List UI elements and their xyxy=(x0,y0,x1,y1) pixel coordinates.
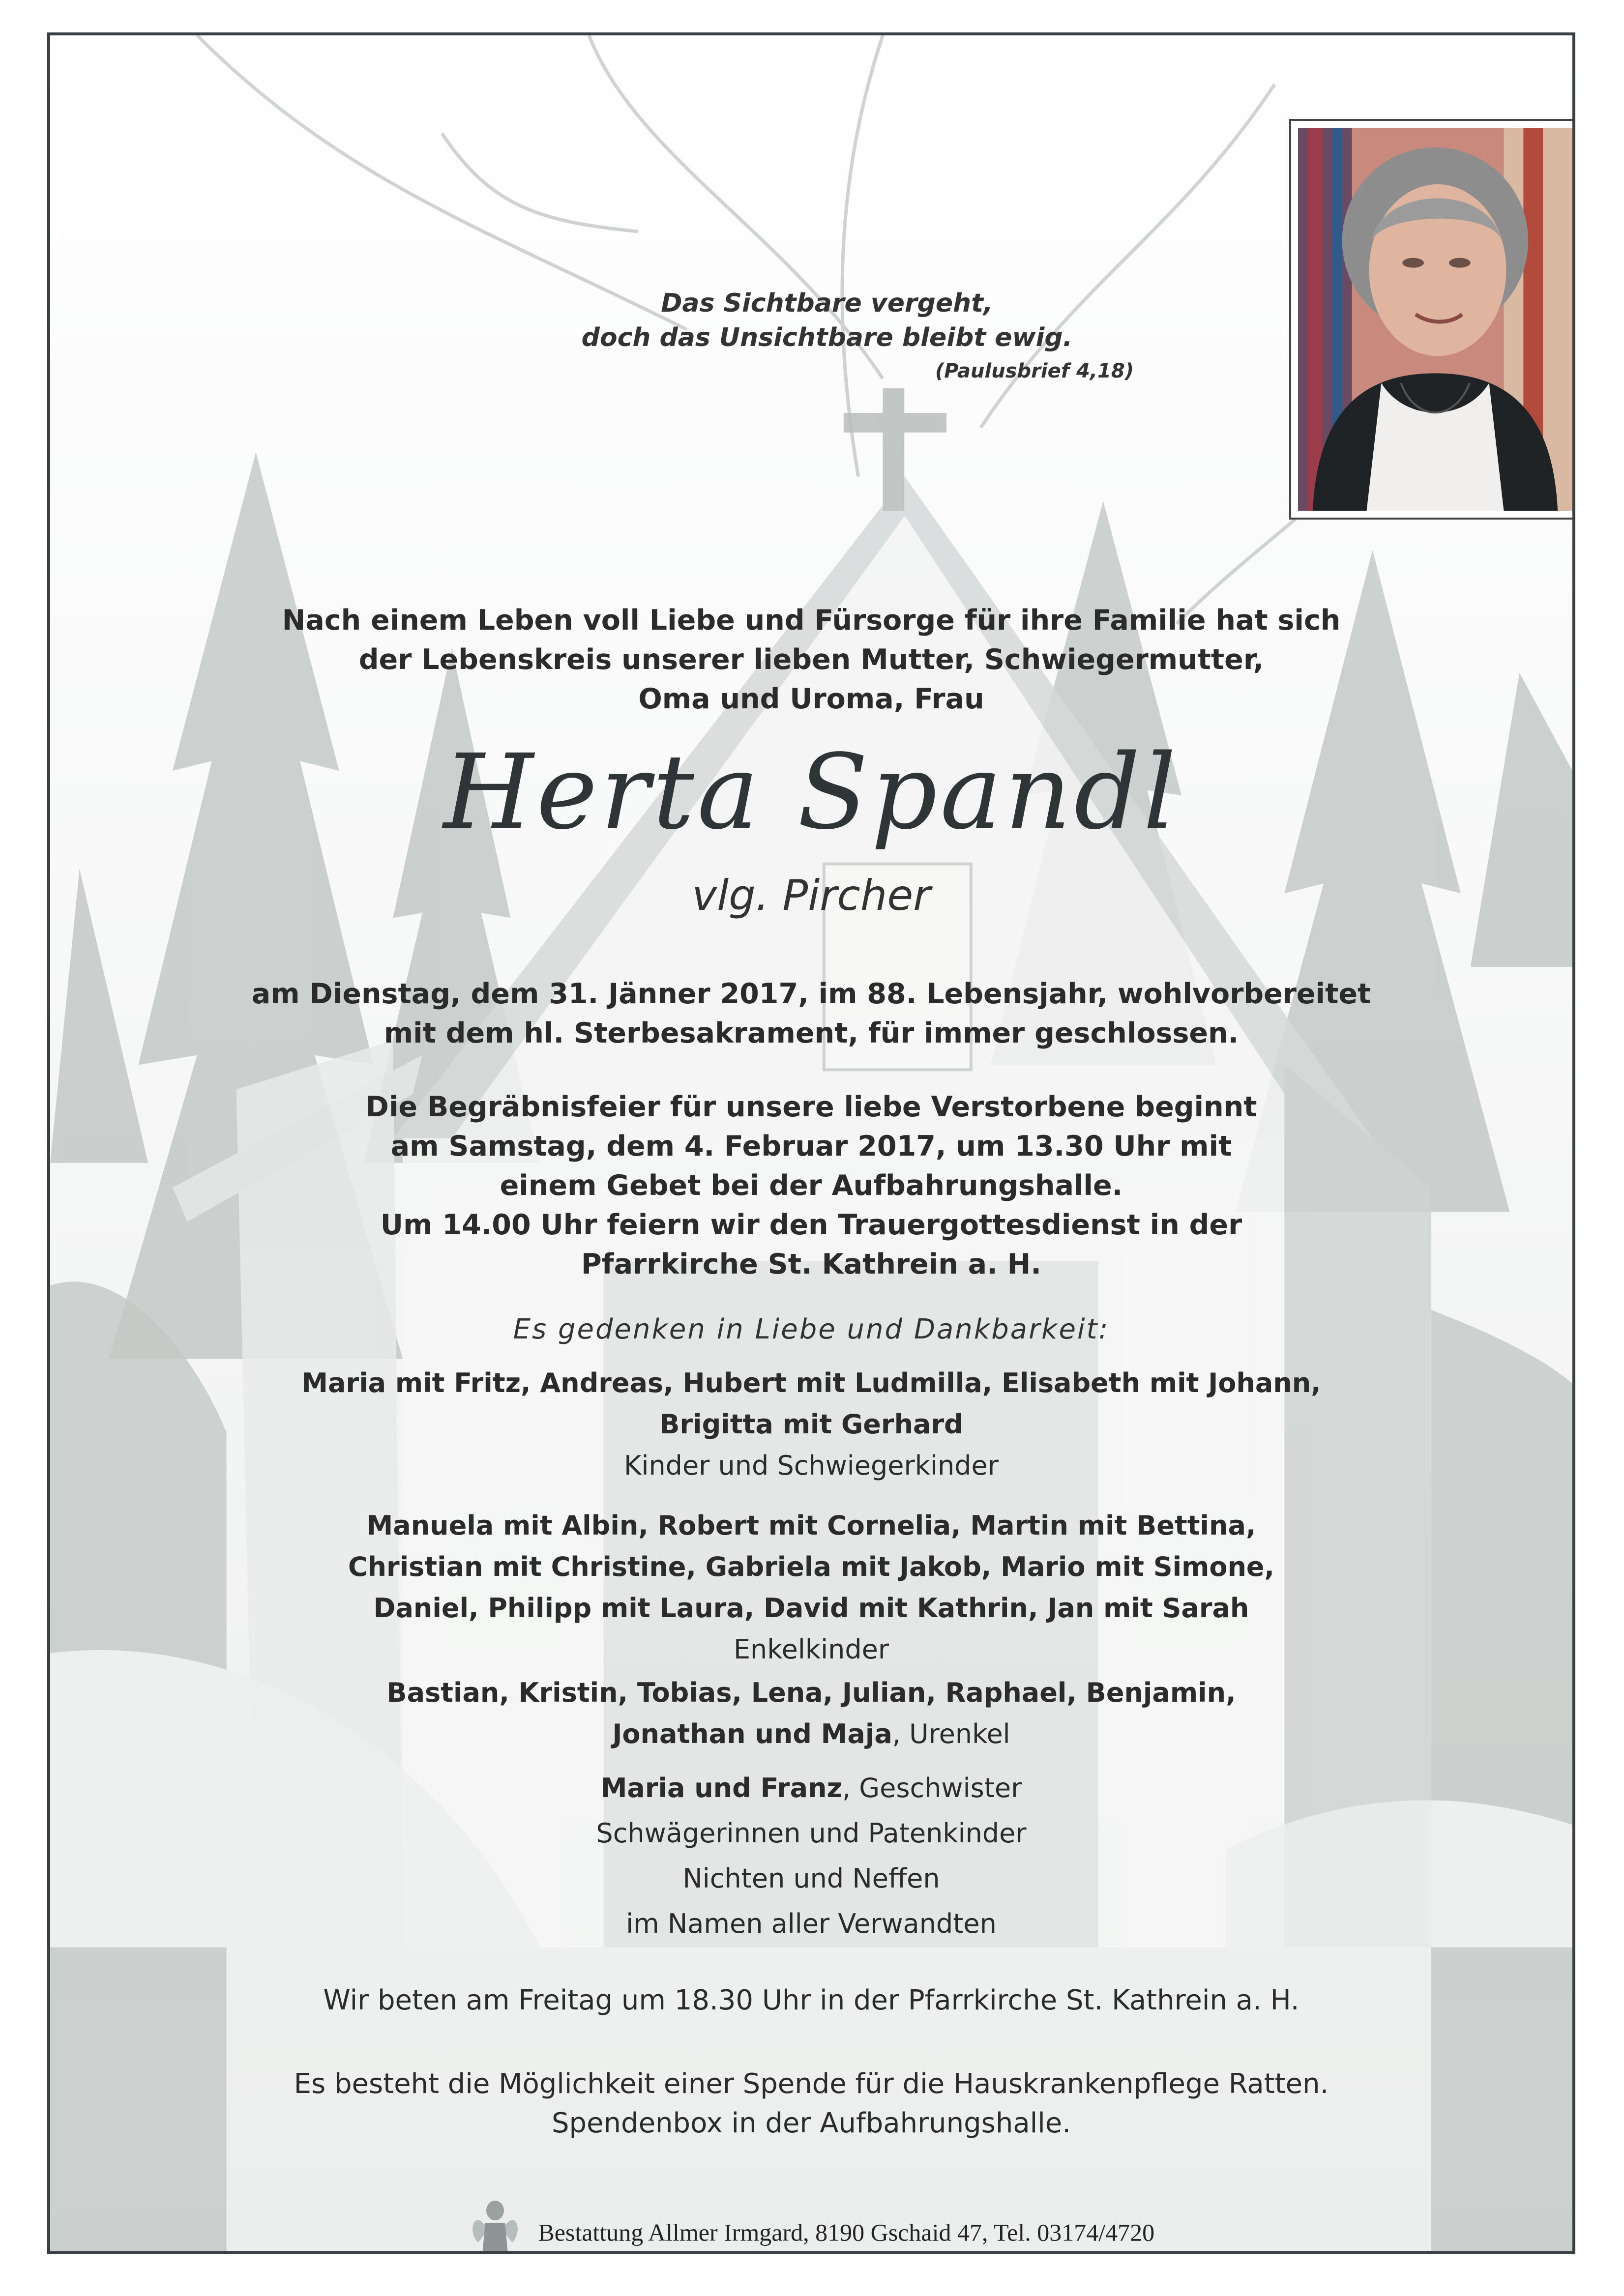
intro-line-3: Oma und Uroma, Frau xyxy=(638,683,984,715)
death-line-2: mit dem hl. Sterbesakrament, für immer geschlossen. xyxy=(384,1017,1239,1049)
donation-line-1: Es besteht die Möglichkeit einer Spende für die Hauskrankenpflege Ratten. xyxy=(294,2068,1329,2100)
grandchildren-line-1: Manuela mit Albin, Robert mit Cornelia, Martin mit Bettina, xyxy=(366,1510,1256,1541)
donation-notice xyxy=(50,2064,1572,2143)
prayer-notice: Wir beten am Freitag um 18.30 Uhr in der Pfarrkirche St. Kathrein a. H. xyxy=(323,1984,1299,2016)
great-grandchildren-names: Jonathan und Maja xyxy=(612,1718,892,1749)
bible-quote xyxy=(581,286,1073,355)
mourners-heading: Es gedenken in Liebe und Dankbarkeit: xyxy=(513,1313,1110,1345)
quote-source: (Paulusbrief 4,18) xyxy=(935,360,1134,382)
great-grandchildren-block xyxy=(50,1672,1572,1755)
vulgo-name: vlg. Pircher xyxy=(692,871,931,920)
death-line-1: am Dienstag, dem 31. Jänner 2017, im 88. Lebensjahr, wohlvorbereitet xyxy=(251,978,1371,1010)
death-notice xyxy=(50,974,1572,1053)
grandchildren-line-2: Christian mit Christine, Gabriela mit Jakob, Mario mit Simone, xyxy=(348,1551,1275,1582)
funeral-details xyxy=(50,1087,1572,1284)
donation-line-2: Spendenbox in der Aufbahrungshalle. xyxy=(551,2107,1071,2139)
inlaws-line: Schwägerinnen und Patenkinder xyxy=(596,1818,1027,1849)
funeral-line-3: einem Gebet bei der Aufbahrungshalle. xyxy=(500,1169,1123,1202)
siblings-label: , Geschwister xyxy=(842,1773,1022,1803)
great-grandchildren-label: , Urenkel xyxy=(892,1718,1010,1749)
intro-line-2: der Lebenskreis unserer lieben Mutter, Schwiegermutter, xyxy=(358,643,1264,676)
children-line-1: Maria mit Fritz, Andreas, Hubert mit Ludmilla, Elisabeth mit Johann, xyxy=(301,1367,1321,1398)
quote-line-1: Das Sichtbare vergeht, xyxy=(661,289,993,318)
quote-line-2: doch das Unsichtbare bleibt ewig. xyxy=(581,323,1073,352)
portrait-image xyxy=(1298,128,1572,511)
siblings-line xyxy=(50,1766,1572,1811)
siblings-names: Maria und Franz xyxy=(600,1773,842,1803)
funeral-line-4: Um 14.00 Uhr feiern wir den Trauergottesdienst in der xyxy=(380,1209,1242,1241)
great-grandchildren-line-1: Bastian, Kristin, Tobias, Lena, Julian, Raphael, Benjamin, xyxy=(386,1677,1236,1708)
intro-line-1: Nach einem Leben voll Liebe und Fürsorge für ihre Familie hat sich xyxy=(282,604,1341,637)
grandchildren-label: Enkelkinder xyxy=(733,1634,889,1665)
funeral-home-footer xyxy=(50,2193,1572,2254)
intro-text xyxy=(50,601,1572,719)
footer-text: Bestattung Allmer Irmgard, 8190 Gschaid 47, Tel. 03174/4720 xyxy=(538,2218,1155,2246)
children-block xyxy=(50,1363,1572,1486)
deceased-name: Herta Spandl xyxy=(443,732,1180,852)
all-relatives-line: im Namen aller Verwandten xyxy=(626,1908,997,1939)
children-line-2: Brigitta mit Gerhard xyxy=(659,1409,963,1440)
portrait-photo xyxy=(1289,119,1575,520)
page-frame xyxy=(47,32,1575,2254)
angel-logo-icon xyxy=(468,2193,522,2254)
funeral-line-5: Pfarrkirche St. Kathrein a. H. xyxy=(581,1248,1041,1280)
great-grandchildren-line-2 xyxy=(50,1714,1572,1755)
funeral-line-2: am Samstag, dem 4. Februar 2017, um 13.30 Uhr mit xyxy=(390,1130,1232,1163)
nieces-line: Nichten und Neffen xyxy=(682,1863,940,1894)
grandchildren-line-3: Daniel, Philipp mit Laura, David mit Kathrin, Jan mit Sarah xyxy=(373,1593,1249,1624)
other-relatives-block xyxy=(50,1766,1572,1947)
funeral-line-1: Die Begräbnisfeier für unsere liebe Verstorbene beginnt xyxy=(365,1091,1257,1123)
grandchildren-block xyxy=(50,1505,1572,1670)
children-label: Kinder und Schwiegerkinder xyxy=(624,1450,999,1481)
